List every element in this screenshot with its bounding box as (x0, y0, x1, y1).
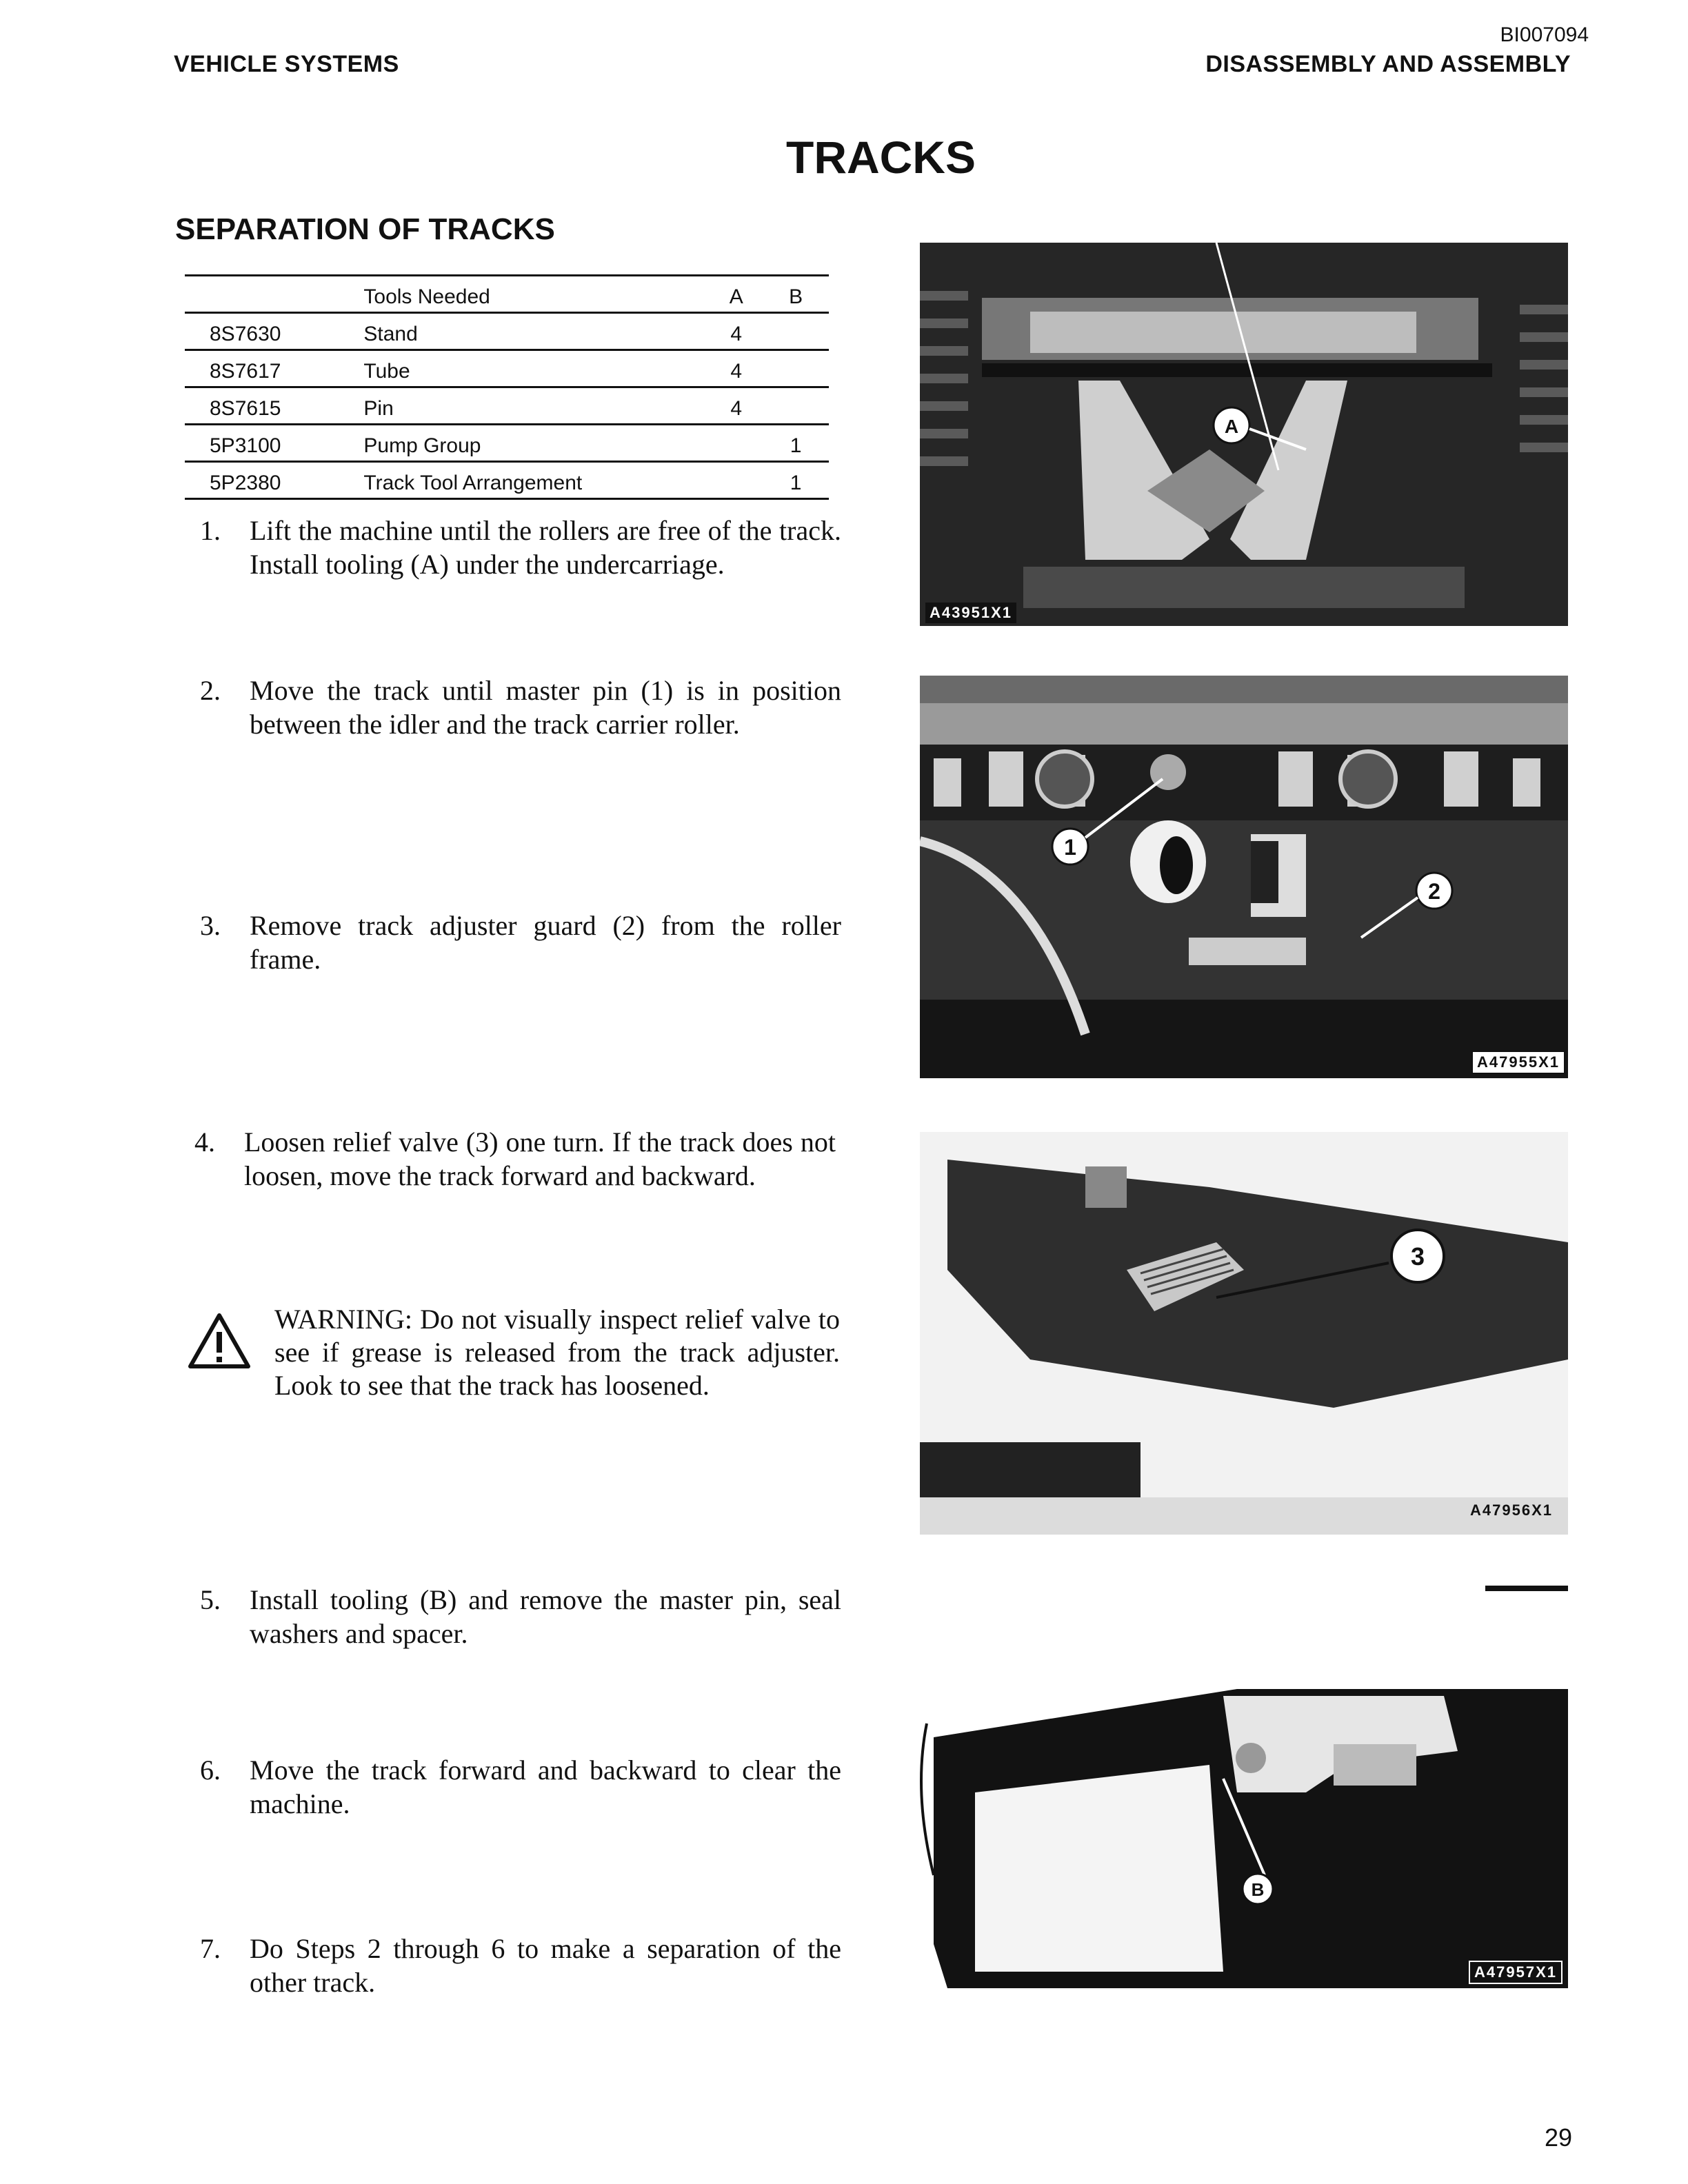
photo-tooling-b (920, 1586, 1568, 1988)
qty-b (763, 313, 829, 350)
tools-table (185, 274, 829, 500)
table-row (185, 350, 829, 387)
svg-text:1: 1 (1064, 835, 1076, 860)
qty-a: 4 (710, 313, 763, 350)
photo-master-pin (920, 676, 1568, 1078)
step-text: Move the track forward and backward to clear the machine. (250, 1755, 841, 1819)
step-3 (200, 909, 841, 976)
running-header-left: VEHICLE SYSTEMS (174, 51, 399, 77)
step-text: Lift the machine until the rollers are free of the track. Install tooling (A) under the undercarriage. (250, 515, 841, 580)
svg-text:3: 3 (1410, 1242, 1425, 1271)
step-text: Move the track until master pin (1) is in position between the idler and the track carrier roller. (250, 675, 841, 740)
qty-b: 1 (763, 425, 829, 462)
step-5 (200, 1583, 841, 1650)
qty-a (710, 462, 763, 499)
header-part (185, 276, 363, 313)
svg-text:B: B (1251, 1879, 1265, 1900)
step-text: Do Steps 2 through 6 to make a separation of the other track. (250, 1933, 841, 1998)
header-b: B (763, 276, 829, 313)
step-4 (194, 1125, 836, 1193)
photo-image (920, 1586, 1568, 1988)
part-number: 8S7617 (185, 350, 363, 387)
photo-image (920, 1132, 1568, 1535)
qty-b (763, 350, 829, 387)
step-number: 3. (200, 910, 221, 941)
step-text: Loosen relief valve (3) one turn. If the track does not loosen, move the track forward and backward. (244, 1126, 836, 1191)
warning-triangle-icon (188, 1313, 251, 1369)
step-number: 5. (200, 1584, 221, 1615)
part-number: 5P2380 (185, 462, 363, 499)
qty-a (710, 425, 763, 462)
qty-b: 1 (763, 462, 829, 499)
header-description: Tools Needed (363, 276, 710, 313)
photo-id: A43951X1 (925, 603, 1016, 623)
step-7 (200, 1932, 841, 1999)
qty-a: 4 (710, 350, 763, 387)
running-header-right: DISASSEMBLY AND ASSEMBLY (1205, 51, 1571, 77)
step-1 (200, 514, 841, 581)
tool-description: Tube (363, 350, 710, 387)
qty-b (763, 387, 829, 425)
step-number: 4. (194, 1126, 215, 1157)
photo-id: A47957X1 (1469, 1961, 1563, 1984)
tool-description: Pin (363, 387, 710, 425)
photo-tooling-a (920, 243, 1568, 626)
page-title: TRACKS (786, 132, 976, 183)
table-row (185, 462, 829, 499)
header-a: A (710, 276, 763, 313)
table-row (185, 425, 829, 462)
part-number: 8S7630 (185, 313, 363, 350)
photo-image (920, 676, 1568, 1078)
step-number: 6. (200, 1755, 221, 1786)
photo-image (920, 243, 1568, 626)
step-2 (200, 674, 841, 741)
step-number: 1. (200, 515, 221, 546)
photo-id: A47955X1 (1471, 1051, 1565, 1074)
tool-description: Stand (363, 313, 710, 350)
photo-relief-valve (920, 1132, 1568, 1535)
step-text: Install tooling (B) and remove the master pin, seal washers and spacer. (250, 1584, 841, 1649)
step-number: 7. (200, 1933, 221, 1964)
step-6 (200, 1753, 841, 1821)
table-row (185, 387, 829, 425)
qty-a: 4 (710, 387, 763, 425)
part-number: 5P3100 (185, 425, 363, 462)
section-title: SEPARATION OF TRACKS (175, 212, 555, 246)
document-id: BI007094 (1500, 23, 1589, 46)
step-number: 2. (200, 675, 221, 706)
warning-text: WARNING: Do not visually inspect relief valve to see if grease is released from the track adjuster. Look to see that the track has loosened. (274, 1304, 840, 1401)
page-number: 29 (1544, 2123, 1572, 2152)
svg-text:2: 2 (1428, 879, 1440, 904)
tool-description: Track Tool Arrangement (363, 462, 710, 499)
tool-description: Pump Group (363, 425, 710, 462)
part-number: 8S7615 (185, 387, 363, 425)
svg-text:A: A (1224, 416, 1239, 437)
step-text: Remove track adjuster guard (2) from the roller frame. (250, 910, 841, 975)
table-header-row (185, 276, 829, 313)
photo-id: A47956X1 (1470, 1502, 1553, 1519)
table-row (185, 313, 829, 350)
